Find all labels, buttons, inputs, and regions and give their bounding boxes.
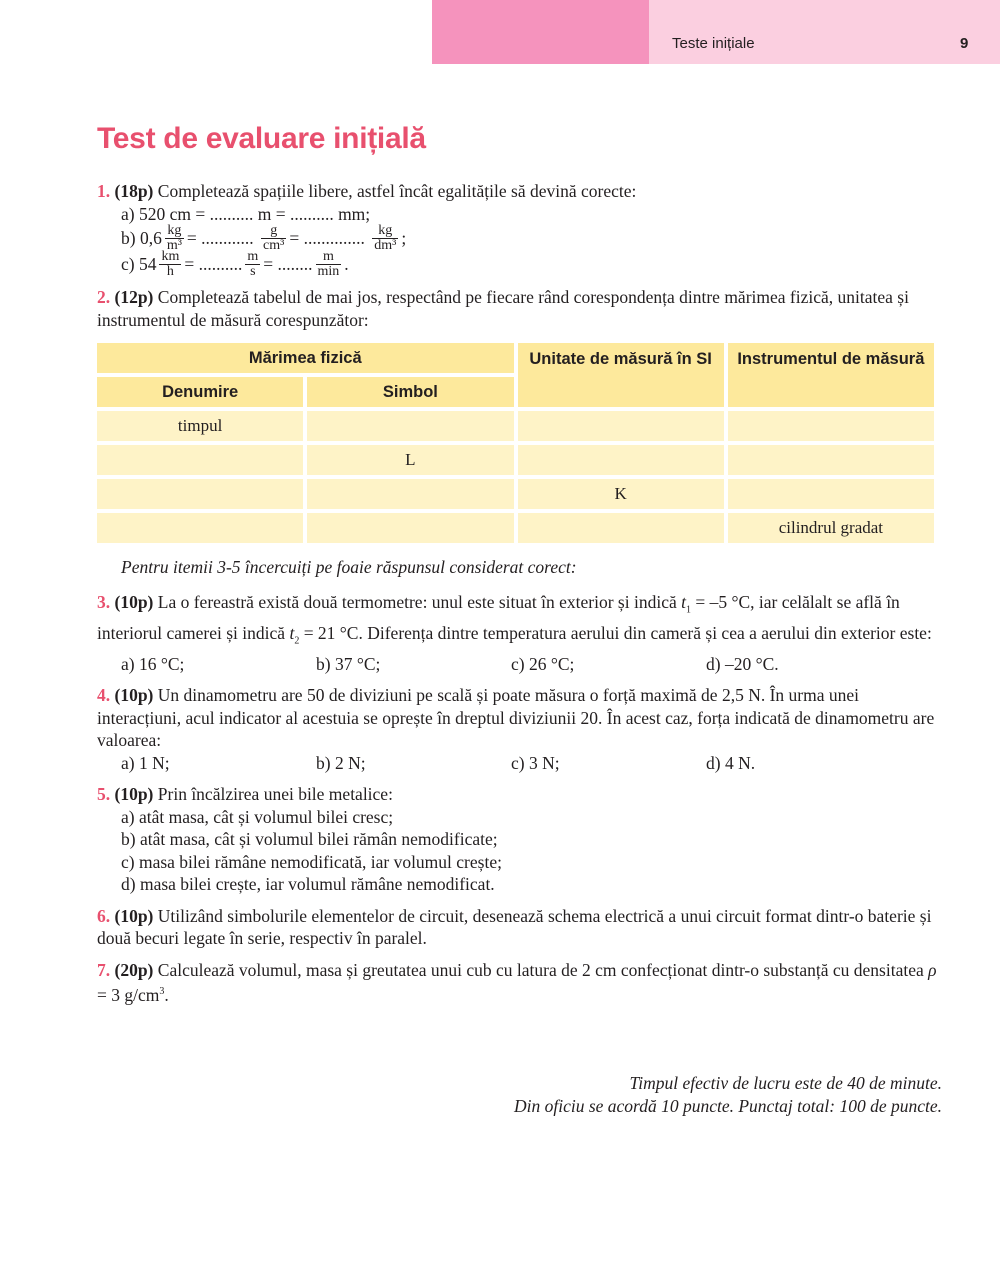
subscript: 1: [686, 604, 691, 615]
question-6: [97, 905, 947, 950]
option-d[interactable]: d) masa bilei crește, iar volumul rămâne nemodificat.: [121, 874, 495, 894]
question-number: 5.: [97, 784, 111, 804]
option-b[interactable]: b) atât masa, cât și volumul bilei rămân nemodificate;: [121, 829, 498, 849]
blank: = ..............: [289, 227, 365, 248]
option-a[interactable]: a) 16 °C;: [121, 653, 185, 674]
question-7: [97, 959, 947, 1007]
fraction: $\frac{km}{h}$: [161, 248, 180, 279]
question-number: 3.: [97, 591, 111, 612]
blank: = ............: [186, 227, 254, 248]
table-cell: [97, 479, 303, 509]
blank: = ..........: [184, 253, 243, 274]
question-text: Un dinamometru are 50 de diviziuni pe scală și poate măsura o forță maximă de 2,5 N. În urma unei interacțiuni, acul indicator al acestuia se oprește în dreptul diviziunii 20. În acest caz, forța indicată de dinamometru are valoarea:: [97, 685, 935, 750]
table-cell: [518, 411, 724, 441]
table-row: [97, 479, 934, 509]
table-cell: [97, 445, 303, 475]
density-value: = 3 g/cm: [97, 984, 160, 1005]
question-number: 1.: [97, 181, 111, 201]
table-cell: L: [307, 445, 513, 475]
page-title: Test de evaluare inițială: [97, 122, 426, 155]
subscript: 2: [294, 635, 300, 646]
question-points: (18p): [114, 181, 154, 201]
table-cell: [728, 479, 934, 509]
table-cell: [307, 513, 513, 543]
punct: ;: [401, 227, 407, 248]
item-b-prefix: b) 0,6: [121, 227, 162, 248]
option-b[interactable]: b) 37 °C;: [316, 653, 381, 674]
item-b: [97, 222, 947, 253]
blank: = ........: [263, 253, 313, 274]
question-text: = 21 °C. Diferența dintre temperatura aerului din cameră și cea a aerului din exterior este:: [299, 622, 932, 643]
question-text: Calculează volumul, masa și greutatea unui cub cu latura de 2 cm confecționat dintr-o substanță cu densitatea: [153, 959, 929, 980]
item-c: [97, 248, 947, 279]
question-points: (10p): [114, 685, 154, 705]
header-denumire: Denumire: [97, 377, 303, 407]
variable: t: [681, 591, 686, 612]
header-simbol: Simbol: [307, 377, 513, 407]
footer-time: Timpul efectiv de lucru este de 40 de minute.: [629, 1073, 942, 1093]
option-c[interactable]: c) masa bilei rămâne nemodificată, iar volumul crește;: [121, 851, 502, 872]
table-cell: timpul: [97, 411, 303, 441]
table-cell: [97, 513, 303, 543]
table-cell: [728, 445, 934, 475]
header-accent-block: [432, 0, 649, 64]
question-text: Utilizând simbolurile elementelor de circuit, desenează schema electrică a unui circuit format dintr-o baterie și două becuri legate în serie, respectiv în paralel.: [97, 905, 932, 948]
table-cell: [307, 411, 513, 441]
superscript: 3: [159, 986, 165, 997]
question-text: Completează tabelul de mai jos, respectând pe fiecare rând corespondența dintre mărimea fizică, unitatea și instrumentul de măsură corespunzător:: [97, 287, 909, 330]
table-cell: K: [518, 479, 724, 509]
item-a: a) 520 cm = .......... m = .......... mm;: [121, 203, 371, 224]
table-cell: [307, 479, 513, 509]
footer-points: Din oficiu se acordă 10 puncte. Punctaj total: 100 de puncte.: [513, 1096, 942, 1116]
fraction: $\frac{m}{\min}$: [317, 248, 340, 279]
question-1: [97, 180, 947, 277]
question-text: = –5 °C, iar celălalt se află în interiorul camerei și indică: [97, 591, 900, 643]
table-cell: cilindrul gradat: [728, 513, 934, 543]
header-band: [649, 0, 1000, 64]
fraction: $\frac{m}{s}$: [247, 248, 259, 279]
header-instrument: Instrumentul de măsură: [728, 343, 934, 407]
table-cell: [728, 411, 934, 441]
question-points: (12p): [114, 287, 154, 307]
option-a[interactable]: a) 1 N;: [121, 752, 170, 773]
fraction: $\frac{g}{\text{cm³}}$: [263, 222, 285, 253]
option-a[interactable]: a) atât masa, cât și volumul bilei cresc;: [121, 806, 394, 827]
option-c[interactable]: c) 26 °C;: [511, 653, 575, 674]
question-3: [97, 591, 947, 676]
question-number: 2.: [97, 287, 111, 307]
question-5: [97, 783, 947, 896]
header-marimea-fizica: Mărimea fizică: [97, 343, 514, 373]
question-4: [97, 684, 947, 774]
item-c-prefix: c) 54: [121, 253, 157, 274]
option-b[interactable]: b) 2 N;: [316, 752, 366, 773]
table-row: [97, 411, 934, 441]
page-number: 9: [960, 35, 969, 52]
variable: t: [289, 622, 295, 643]
physics-table: [93, 339, 938, 547]
footer-note: [514, 1072, 942, 1118]
question-text: Prin încălzirea unei bile metalice:: [153, 784, 393, 804]
answer-options: [97, 752, 947, 775]
question-2: [97, 286, 947, 547]
question-text: Completează spațiile libere, astfel încât egalitățile să devină corecte:: [153, 181, 637, 201]
question-points: (10p): [114, 784, 154, 804]
table-cell: [518, 513, 724, 543]
question-number: 4.: [97, 685, 111, 705]
punct: .: [164, 984, 169, 1005]
rho-symbol: ρ: [928, 959, 937, 980]
question-points: (10p): [114, 591, 154, 612]
question-points: (20p): [114, 959, 154, 980]
test-content: [97, 180, 947, 1015]
question-number: 7.: [97, 959, 111, 980]
table-cell: [518, 445, 724, 475]
section-title: Teste inițiale: [672, 35, 755, 52]
question-text: La o fereastră există două termometre: unul este situat în exterior și indică: [153, 591, 682, 612]
option-c[interactable]: c) 3 N;: [511, 752, 560, 773]
table-row: [97, 513, 934, 543]
instructions-note: Pentru itemii 3-5 încercuiți pe foaie răspunsul considerat corect:: [121, 557, 577, 577]
punct: .: [344, 253, 349, 274]
question-points: (10p): [114, 905, 154, 926]
option-d[interactable]: d) –20 °C.: [706, 653, 779, 674]
fraction: $\frac{kg}{\text{dm³}}$: [374, 222, 397, 253]
header-unitate: Unitate de măsură în SI: [518, 343, 724, 407]
answer-options: [97, 653, 947, 676]
table-row: [97, 445, 934, 475]
fraction: $\frac{kg}{\text{m³}}$: [166, 222, 182, 253]
option-d[interactable]: d) 4 N.: [706, 752, 756, 773]
question-number: 6.: [97, 905, 111, 926]
